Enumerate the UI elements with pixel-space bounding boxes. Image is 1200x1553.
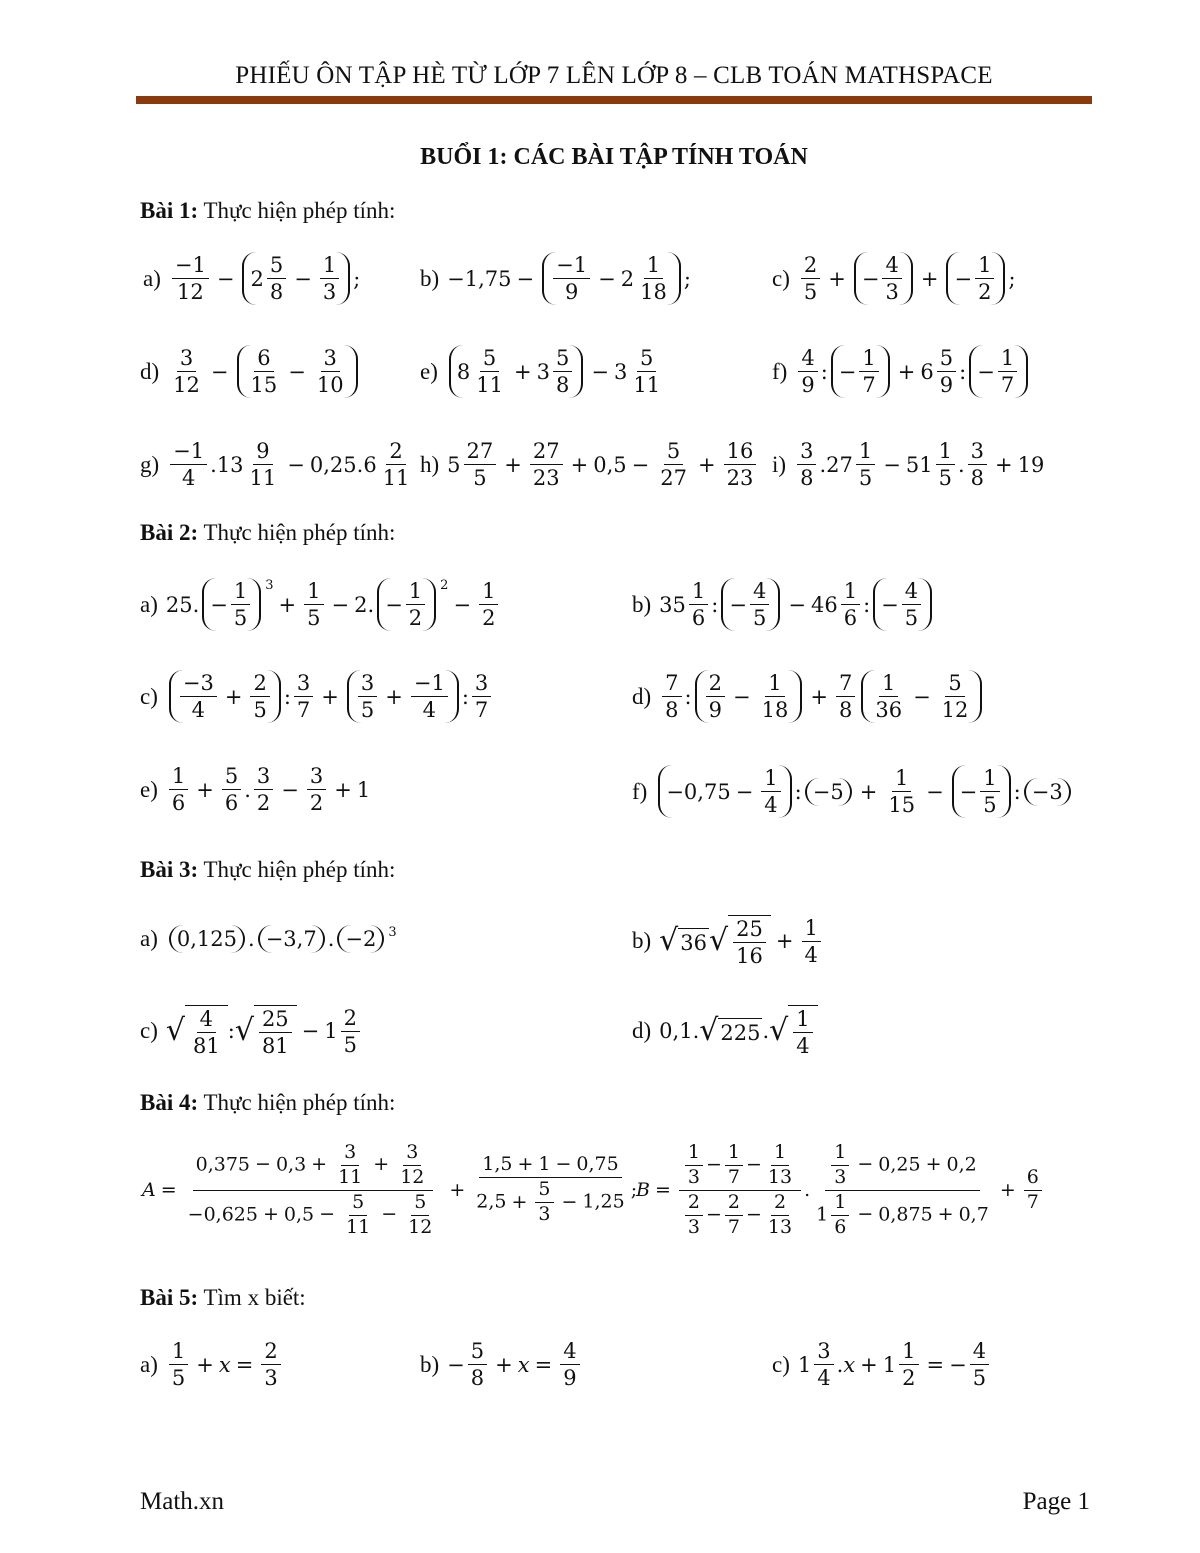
ex1-h: h) 5 $\frac{27}{5}$ + $\frac{27}{23}$ + 0,5 − $\frac{5}{27}$ + $\frac{16}{23}$: [420, 440, 759, 489]
ex2-b: b) 35 $\frac{1}{6}$ : − $\frac{4}{5}$ − 46 $\frac{1}{6}$ : − $\frac{4}{5}$: [632, 578, 935, 631]
exercise-5-heading: Bài 5: Tìm x biết:: [140, 1285, 306, 1310]
ex4-B: B = $\frac{1}{3}$ − $\frac{1}{7}$ − $\frac{1}{13}$ $\frac{2}{3}$ − $\frac{2}{7}$ − $\frac{2}{13}$ . $\frac{1}{3}$ − 0,25 + 0,2 1 $\frac{1}{6}$ − 0,875 + 0,7 + $\frac{6}{7}$: [636, 1143, 1045, 1238]
ex3-d: d) 0,1. √ 225 . √ $\frac{1}{4}$: [632, 1005, 818, 1057]
ex2-c: c) $\frac{-3}{4}$ + $\frac{2}{5}$ : $\frac{3}{7}$ + $\frac{3}{5}$ + $\frac{-1}{4}$ : $\frac{3}{7}$: [140, 670, 494, 723]
ex3-c: c) √ $\frac{4}{81}$ : √ $\frac{25}{81}$ − 1 $\frac{2}{5}$: [140, 1005, 363, 1057]
ex1-c: c) $\frac{2}{5}$ + − $\frac{4}{3}$ + − $\frac{1}{2}$ ;: [772, 253, 1016, 305]
ex3-b: b) √ 36 √ $\frac{25}{16}$ + $\frac{1}{4}$: [632, 915, 824, 967]
ex3-a: a) 0,125 . −3,7 . −2 3: [140, 925, 397, 951]
ex1-e: e) 8 $\frac{5}{11}$ + 3 $\frac{5}{8}$ − 3 $\frac{5}{11}$: [420, 346, 661, 398]
ex5-c: c) 1 $\frac{3}{4}$ . x + 1 $\frac{1}{2}$ = − $\frac{4}{5}$: [772, 1340, 992, 1389]
ex1-a: a) $\frac{-1}{12}$ − 2 $\frac{5}{8}$ − $\frac{1}{3}$ ;: [143, 253, 361, 305]
ex5-b: b) − $\frac{5}{8}$ + x = $\frac{4}{9}$: [420, 1340, 583, 1389]
ex4-A: A = 0,375 − 0,3 + $\frac{3}{11}$ + $\frac{3}{12}$ −0,625 + 0,5 − $\frac{5}{11}$ − $\frac{5}{12}$ + 1,5 + 1 − 0,75 2,5 + $\frac{5}{3}$ − 1,25 ;: [142, 1141, 638, 1238]
ex2-a: a) 25. − $\frac{1}{5}$ 3 + $\frac{1}{5}$ − 2. − $\frac{1}{2}$ 2 − $\frac{1}{2}$: [140, 578, 501, 631]
ex1-g: g) $\frac{-1}{4}$ .13 $\frac{9}{11}$ − 0,25.6 $\frac{2}{11}$: [140, 439, 410, 491]
header-title: PHIẾU ÔN TẬP HÈ TỪ LỚP 7 LÊN LỚP 8 – CLB TOÁN MATHSPACE: [235, 62, 993, 89]
exercise-4-heading: Bài 4: Thực hiện phép tính:: [140, 1090, 396, 1115]
session-title: BUỔI 1: CÁC BÀI TẬP TÍNH TOÁN: [420, 144, 808, 170]
ex2-e: e) $\frac{1}{6}$ + $\frac{5}{6}$ . $\frac{3}{2}$ − $\frac{3}{2}$ + 1: [140, 764, 371, 816]
ex1-d: d) $\frac{3}{12}$ − $\frac{6}{15}$ − $\frac{3}{10}$: [140, 345, 361, 398]
ex5-a: a) $\frac{1}{5}$ + x = $\frac{2}{3}$: [140, 1340, 284, 1389]
ex1-i: i) $\frac{3}{8}$ .27 $\frac{1}{5}$ − 51 $\frac{1}{5}$ . $\frac{3}{8}$ + 19: [772, 439, 1045, 491]
footer-author: Math.xn: [140, 1488, 225, 1515]
exercise-3-heading: Bài 3: Thực hiện phép tính:: [140, 857, 396, 882]
ex2-d: d) $\frac{7}{8}$ : $\frac{2}{9}$ − $\frac{1}{18}$ + $\frac{7}{8}$ $\frac{1}{36}$ − $\frac{5}{12}$: [632, 670, 985, 723]
footer-page-number: Page 1: [1022, 1488, 1090, 1515]
exercise-2-heading: Bài 2: Thực hiện phép tính:: [140, 520, 396, 545]
ex1-b: b) −1,75 − $\frac{-1}{9}$ − 2 $\frac{1}{18}$ ;: [420, 253, 691, 305]
header-divider: [136, 96, 1092, 104]
ex1-f: f) $\frac{4}{9}$ : − $\frac{1}{7}$ + 6 $\frac{5}{9}$ : − $\frac{1}{7}$: [772, 345, 1031, 398]
exercise-1-heading: Bài 1: Thực hiện phép tính:: [140, 198, 396, 223]
ex2-f: f) −0,75 − $\frac{1}{4}$ : −5 + $\frac{1}{15}$ − − $\frac{1}{5}$ : −3: [632, 765, 1074, 818]
